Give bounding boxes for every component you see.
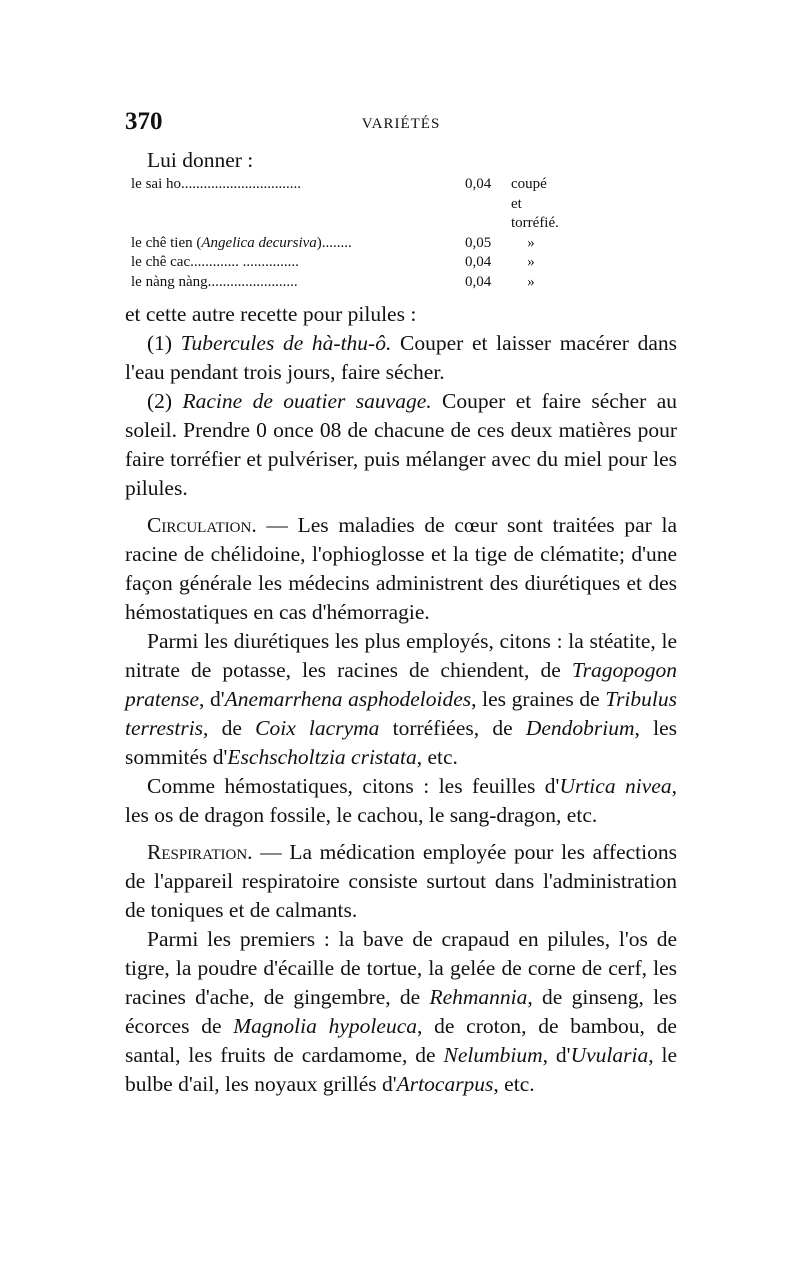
ingredient-name-post: )........ xyxy=(316,234,352,251)
page-body xyxy=(125,146,677,1099)
latin-name: Tribulus terrestris xyxy=(125,687,677,740)
page-header xyxy=(125,108,677,140)
text-run: , les os de dragon fossile, le cachou, le sang-dragon, etc. xyxy=(125,774,677,827)
ingredient-quantity: 0,05 xyxy=(465,234,492,251)
paragraph-text: — La médication employée pour les affections de l'appareil respiratoire consiste surtout dans l'administration de toniques et de calmants. xyxy=(125,840,677,922)
item-text: Couper et faire sécher au soleil. Prendre 0 once 08 de chacune de ces deux matières pour faire torréfier et pulvériser, puis mélanger avec du miel pour les pilules. xyxy=(125,389,677,500)
text-run: , les graines de xyxy=(471,687,606,711)
text-run: , etc. xyxy=(416,745,458,769)
text-run: , de ginseng, les écorces de xyxy=(125,985,677,1038)
text-run: , les sommités d' xyxy=(125,716,677,769)
text-run: torréfiées, de xyxy=(379,716,526,740)
section-heading: Respiration. xyxy=(147,840,253,864)
paragraph-text: — Les maladies de cœur sont traitées par la racine de chélidoine, l'ophioglosse et la tige de clématite; d'une façon générale les médecins administrent des diurétiques et des hémostatiques en cas d'hémorragie. xyxy=(125,513,677,624)
item-number: (1) xyxy=(147,331,173,355)
ingredient-latin-name: Angelica decursiva xyxy=(201,234,317,251)
text-run: Comme hémostatiques, citons : les feuilles d' xyxy=(147,774,560,798)
latin-name: Anemarrhena asphodeloides xyxy=(224,687,472,711)
item-title: Racine de ouatier sauvage. xyxy=(182,389,432,413)
ingredient-name: le sai ho................................ xyxy=(131,176,301,192)
recipe-row xyxy=(131,253,561,273)
running-title: VARIÉTÉS xyxy=(361,116,441,132)
text-run: Parmi les diurétiques les plus employés, citons : la stéatite, le nitrate de potasse, les racines de chiendent, de xyxy=(125,629,677,682)
latin-name: Artocarpus xyxy=(396,1072,494,1096)
page-number: 370 xyxy=(125,108,163,135)
latin-name: Eschscholtzia cristata xyxy=(227,745,417,769)
paragraph-diuretiques xyxy=(125,627,677,772)
ingredient-note: » xyxy=(527,254,535,270)
latin-name: Magnolia hypoleuca xyxy=(233,1014,417,1038)
ingredient-quantity: 0,04 xyxy=(465,254,492,270)
text-run: , de croton, de bambou, de santal, les fruits de cardamome, de xyxy=(125,1014,677,1067)
text-run: , d' xyxy=(199,687,225,711)
ingredient-note: » xyxy=(527,234,535,251)
latin-name: Tragopogon pratense xyxy=(125,658,677,711)
paragraph-pilules-intro: et cette autre recette pour pilules : xyxy=(125,302,417,326)
paragraph-toniques xyxy=(125,925,677,1099)
text-run: , d' xyxy=(542,1043,571,1067)
paragraph-circulation xyxy=(125,511,677,627)
ingredient-quantity: 0,04 xyxy=(465,273,492,290)
recipe-table xyxy=(131,175,561,292)
text-run: , le bulbe d'ail, les noyaux grillés d' xyxy=(125,1043,678,1096)
latin-name: Dendobrium xyxy=(525,716,635,740)
recipe-row xyxy=(131,273,561,293)
ingredient-note: » xyxy=(527,273,535,290)
item-title: Tubercules de hà-thu-ô. xyxy=(180,331,392,355)
ingredient-name xyxy=(131,234,465,254)
text-run: , etc. xyxy=(493,1072,535,1096)
ingredient-name-pre: le chê tien ( xyxy=(131,234,202,251)
item-number: (2) xyxy=(147,389,173,413)
latin-name: Rehmannia xyxy=(429,985,528,1009)
recipe-item-1 xyxy=(125,329,677,387)
latin-name: Coix lacryma xyxy=(255,716,380,740)
recipe-intro: Lui donner : xyxy=(147,148,254,172)
paragraph-respiration xyxy=(125,838,677,925)
ingredient-name: le nàng nàng........................ xyxy=(131,273,298,290)
recipe-row xyxy=(131,234,561,254)
latin-name: Urtica nivea xyxy=(559,774,672,798)
text-run: , de xyxy=(203,716,256,740)
item-text: Couper et laisser macérer dans l'eau pendant trois jours, faire sécher. xyxy=(125,331,678,384)
ingredient-name: le chê cac............. ............... xyxy=(131,254,299,270)
recipe-item-2 xyxy=(125,387,677,503)
latin-name: Nelumbium xyxy=(443,1043,543,1067)
recipe-row xyxy=(131,175,561,234)
latin-name: Uvularia xyxy=(570,1043,649,1067)
ingredient-quantity: 0,04 xyxy=(465,176,492,192)
section-heading: Circulation. xyxy=(147,513,257,537)
ingredient-note: coupé et torréfié. xyxy=(511,176,559,231)
text-run: Parmi les premiers : la bave de crapaud en pilules, l'os de tigre, la poudre d'écaille de tortue, la gelée de corne de cerf, les racines d'ache, de gingembre, de xyxy=(125,927,677,1009)
paragraph-hemostatiques xyxy=(125,772,677,830)
